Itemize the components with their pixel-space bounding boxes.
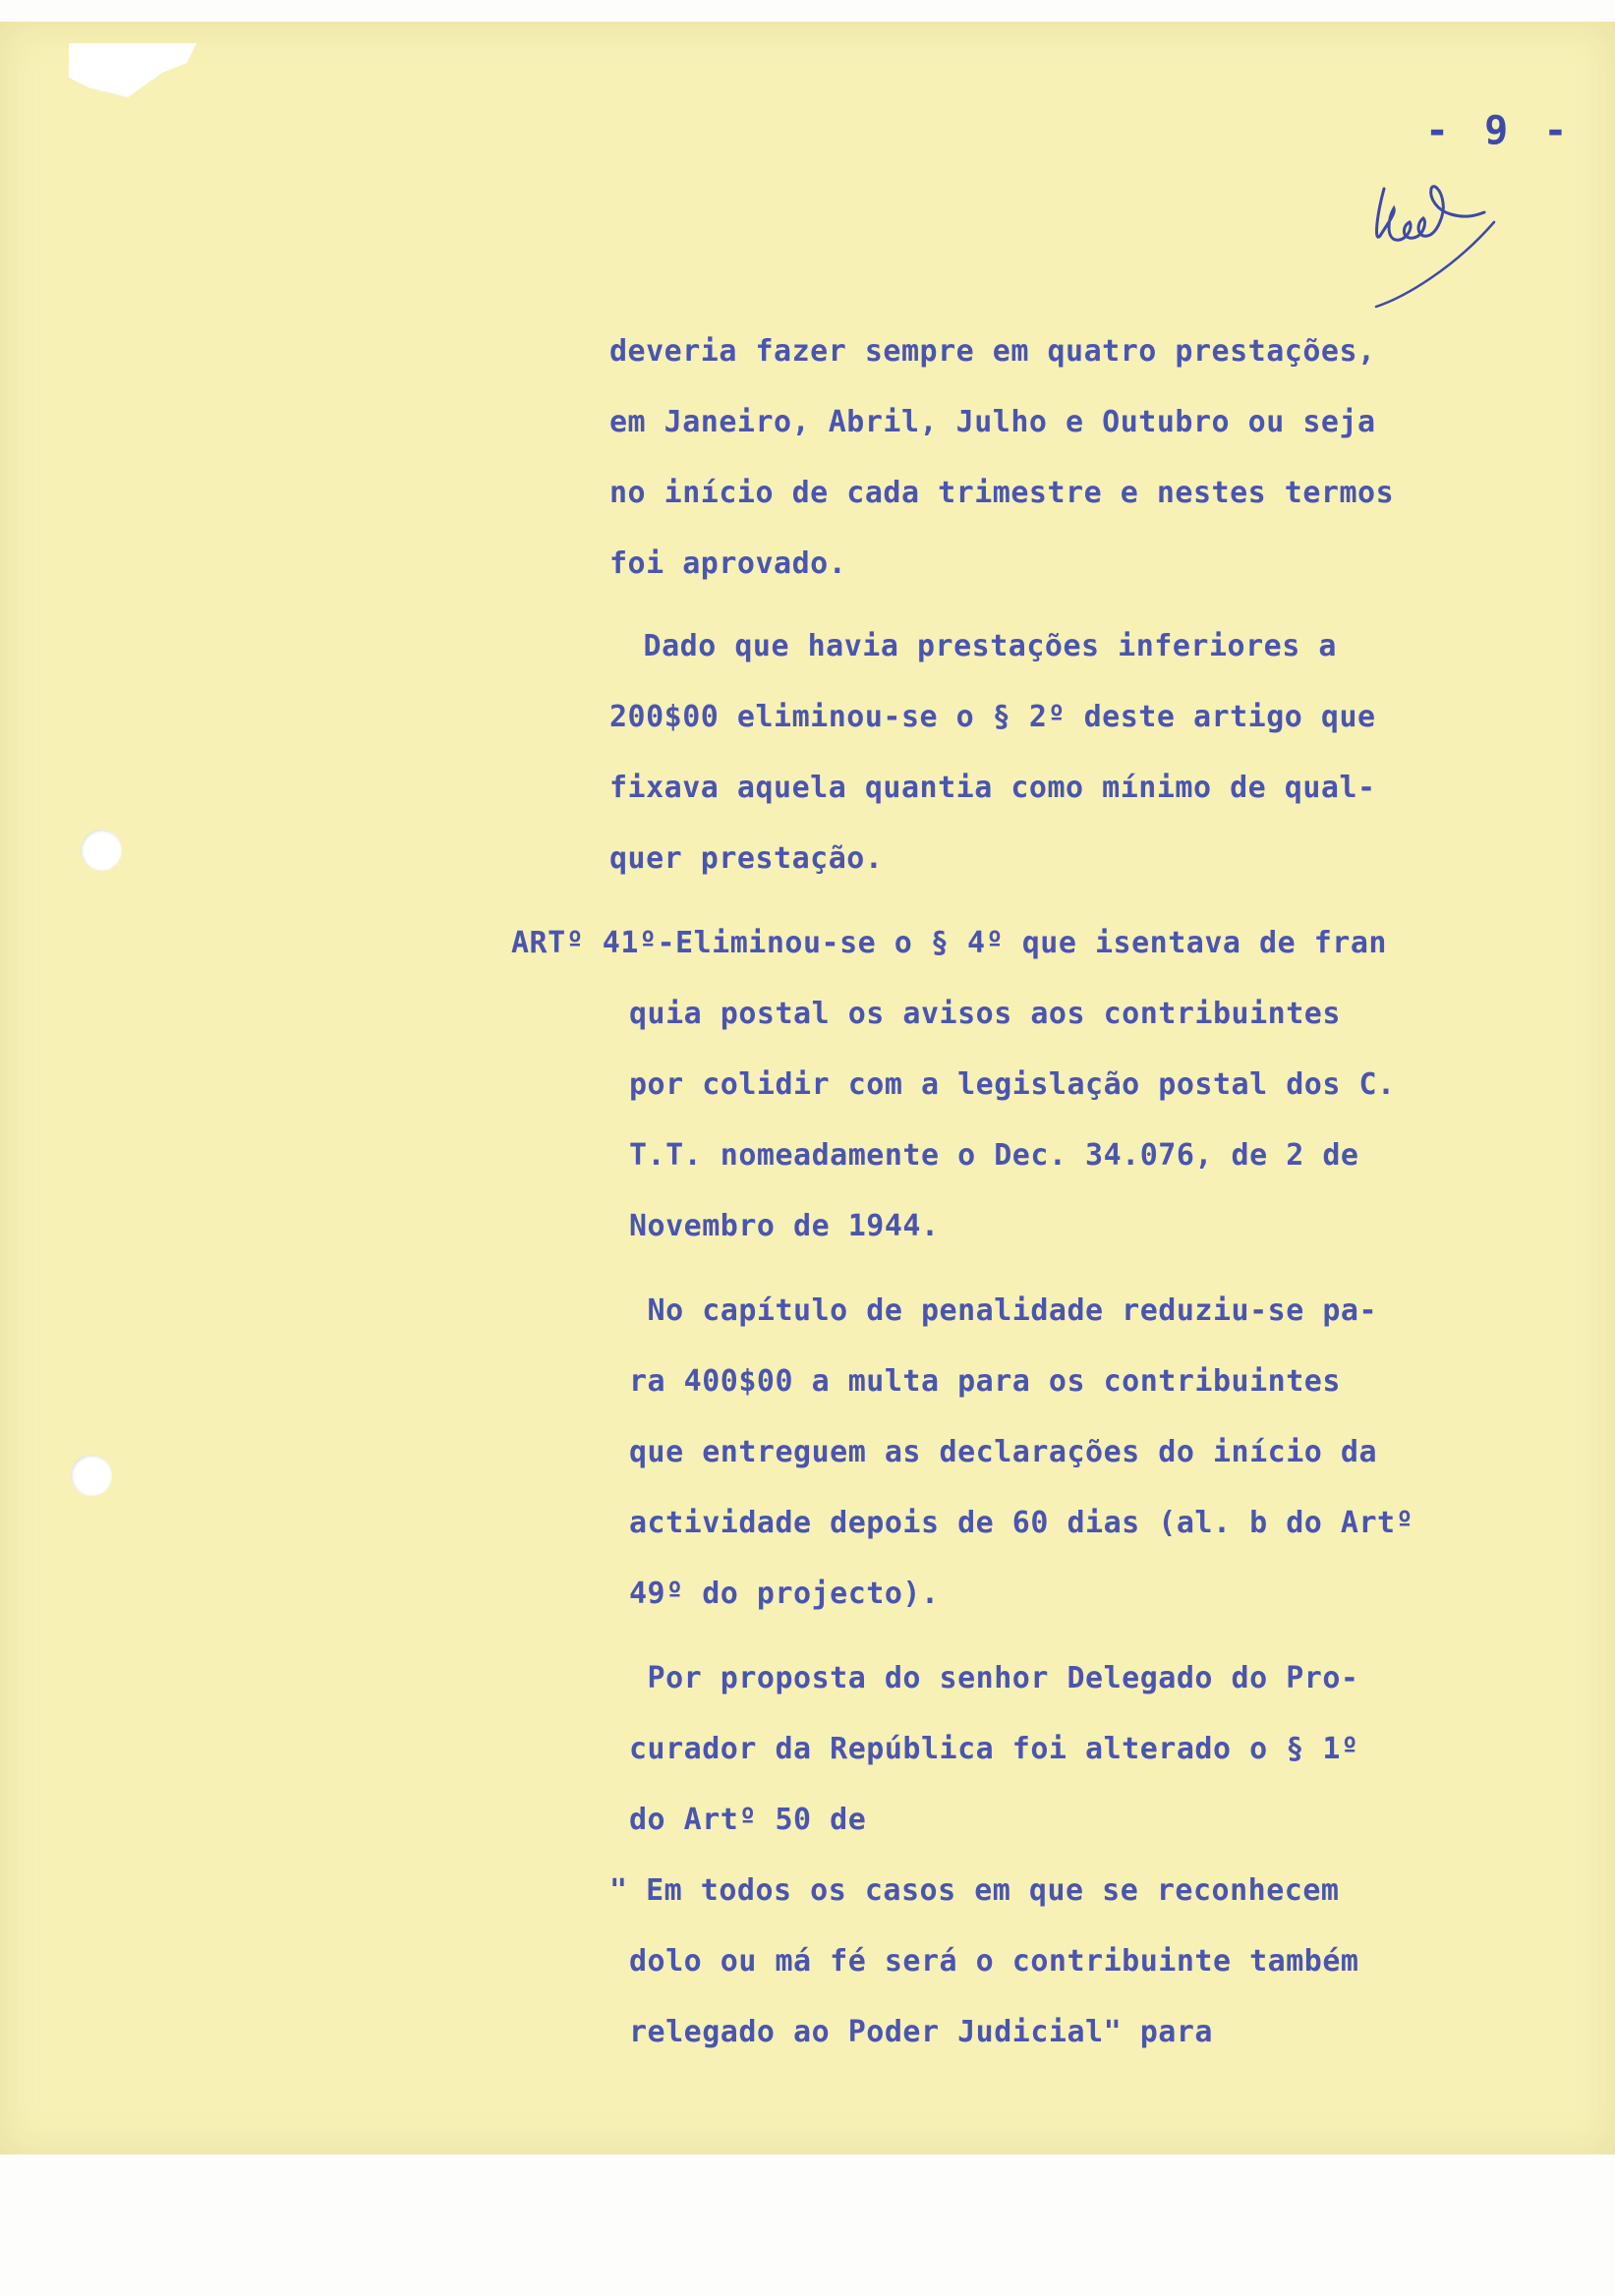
text-line: por colidir com a legislação postal dos C. bbox=[629, 1067, 1396, 1102]
text-line: actividade depois de 60 dias (al. b do Artº bbox=[629, 1506, 1414, 1540]
punch-hole-bottom bbox=[71, 1455, 112, 1496]
text-line: do Artº 50 de bbox=[629, 1803, 867, 1837]
text-line: Novembro de 1944. bbox=[629, 1209, 940, 1243]
text-line: fixava aquela quantia como mínimo de qual- bbox=[609, 771, 1376, 805]
text-line: foi aprovado. bbox=[609, 546, 847, 581]
text-line: que entreguem as declarações do início da bbox=[629, 1435, 1378, 1469]
text-line: " Em todos os casos em que se reconhecem bbox=[609, 1873, 1340, 1908]
text-line: no início de cada trimestre e nestes termos bbox=[609, 476, 1395, 510]
text-line: T.T. nomeadamente o Dec. 34.076, de 2 de bbox=[629, 1138, 1359, 1173]
text-line: deveria fazer sempre em quatro prestações, bbox=[609, 334, 1376, 369]
text-line: dolo ou má fé será o contribuinte também bbox=[629, 1944, 1359, 1979]
text-line: quia postal os avisos aos contribuintes bbox=[629, 997, 1341, 1031]
text-line: ra 400$00 a multa para os contribuintes bbox=[629, 1364, 1341, 1399]
punch-hole-top bbox=[81, 830, 122, 871]
text-line: curador da República foi alterado o § 1º bbox=[629, 1732, 1359, 1766]
document-sheet bbox=[0, 22, 1615, 2154]
text-line: quer prestação. bbox=[609, 841, 884, 876]
page-number: - 9 - bbox=[1425, 108, 1574, 153]
text-line: No capítulo de penalidade reduziu-se pa- bbox=[629, 1293, 1378, 1328]
text-line: em Janeiro, Abril, Julho e Outubro ou seja bbox=[609, 405, 1376, 439]
text-line: relegado ao Poder Judicial" para bbox=[629, 2015, 1213, 2049]
text-line: Dado que havia prestações inferiores a bbox=[625, 629, 1337, 663]
signature bbox=[1278, 120, 1533, 316]
text-line: 200$00 eliminou-se o § 2º deste artigo que bbox=[609, 700, 1376, 734]
text-line: Por proposta do senhor Delegado do Pro- bbox=[629, 1661, 1359, 1695]
text-line: ARTº 41º-Eliminou-se o § 4º que isentava de fran bbox=[511, 926, 1387, 960]
text-line: 49º do projecto). bbox=[629, 1577, 940, 1611]
torn-corner bbox=[69, 43, 197, 102]
